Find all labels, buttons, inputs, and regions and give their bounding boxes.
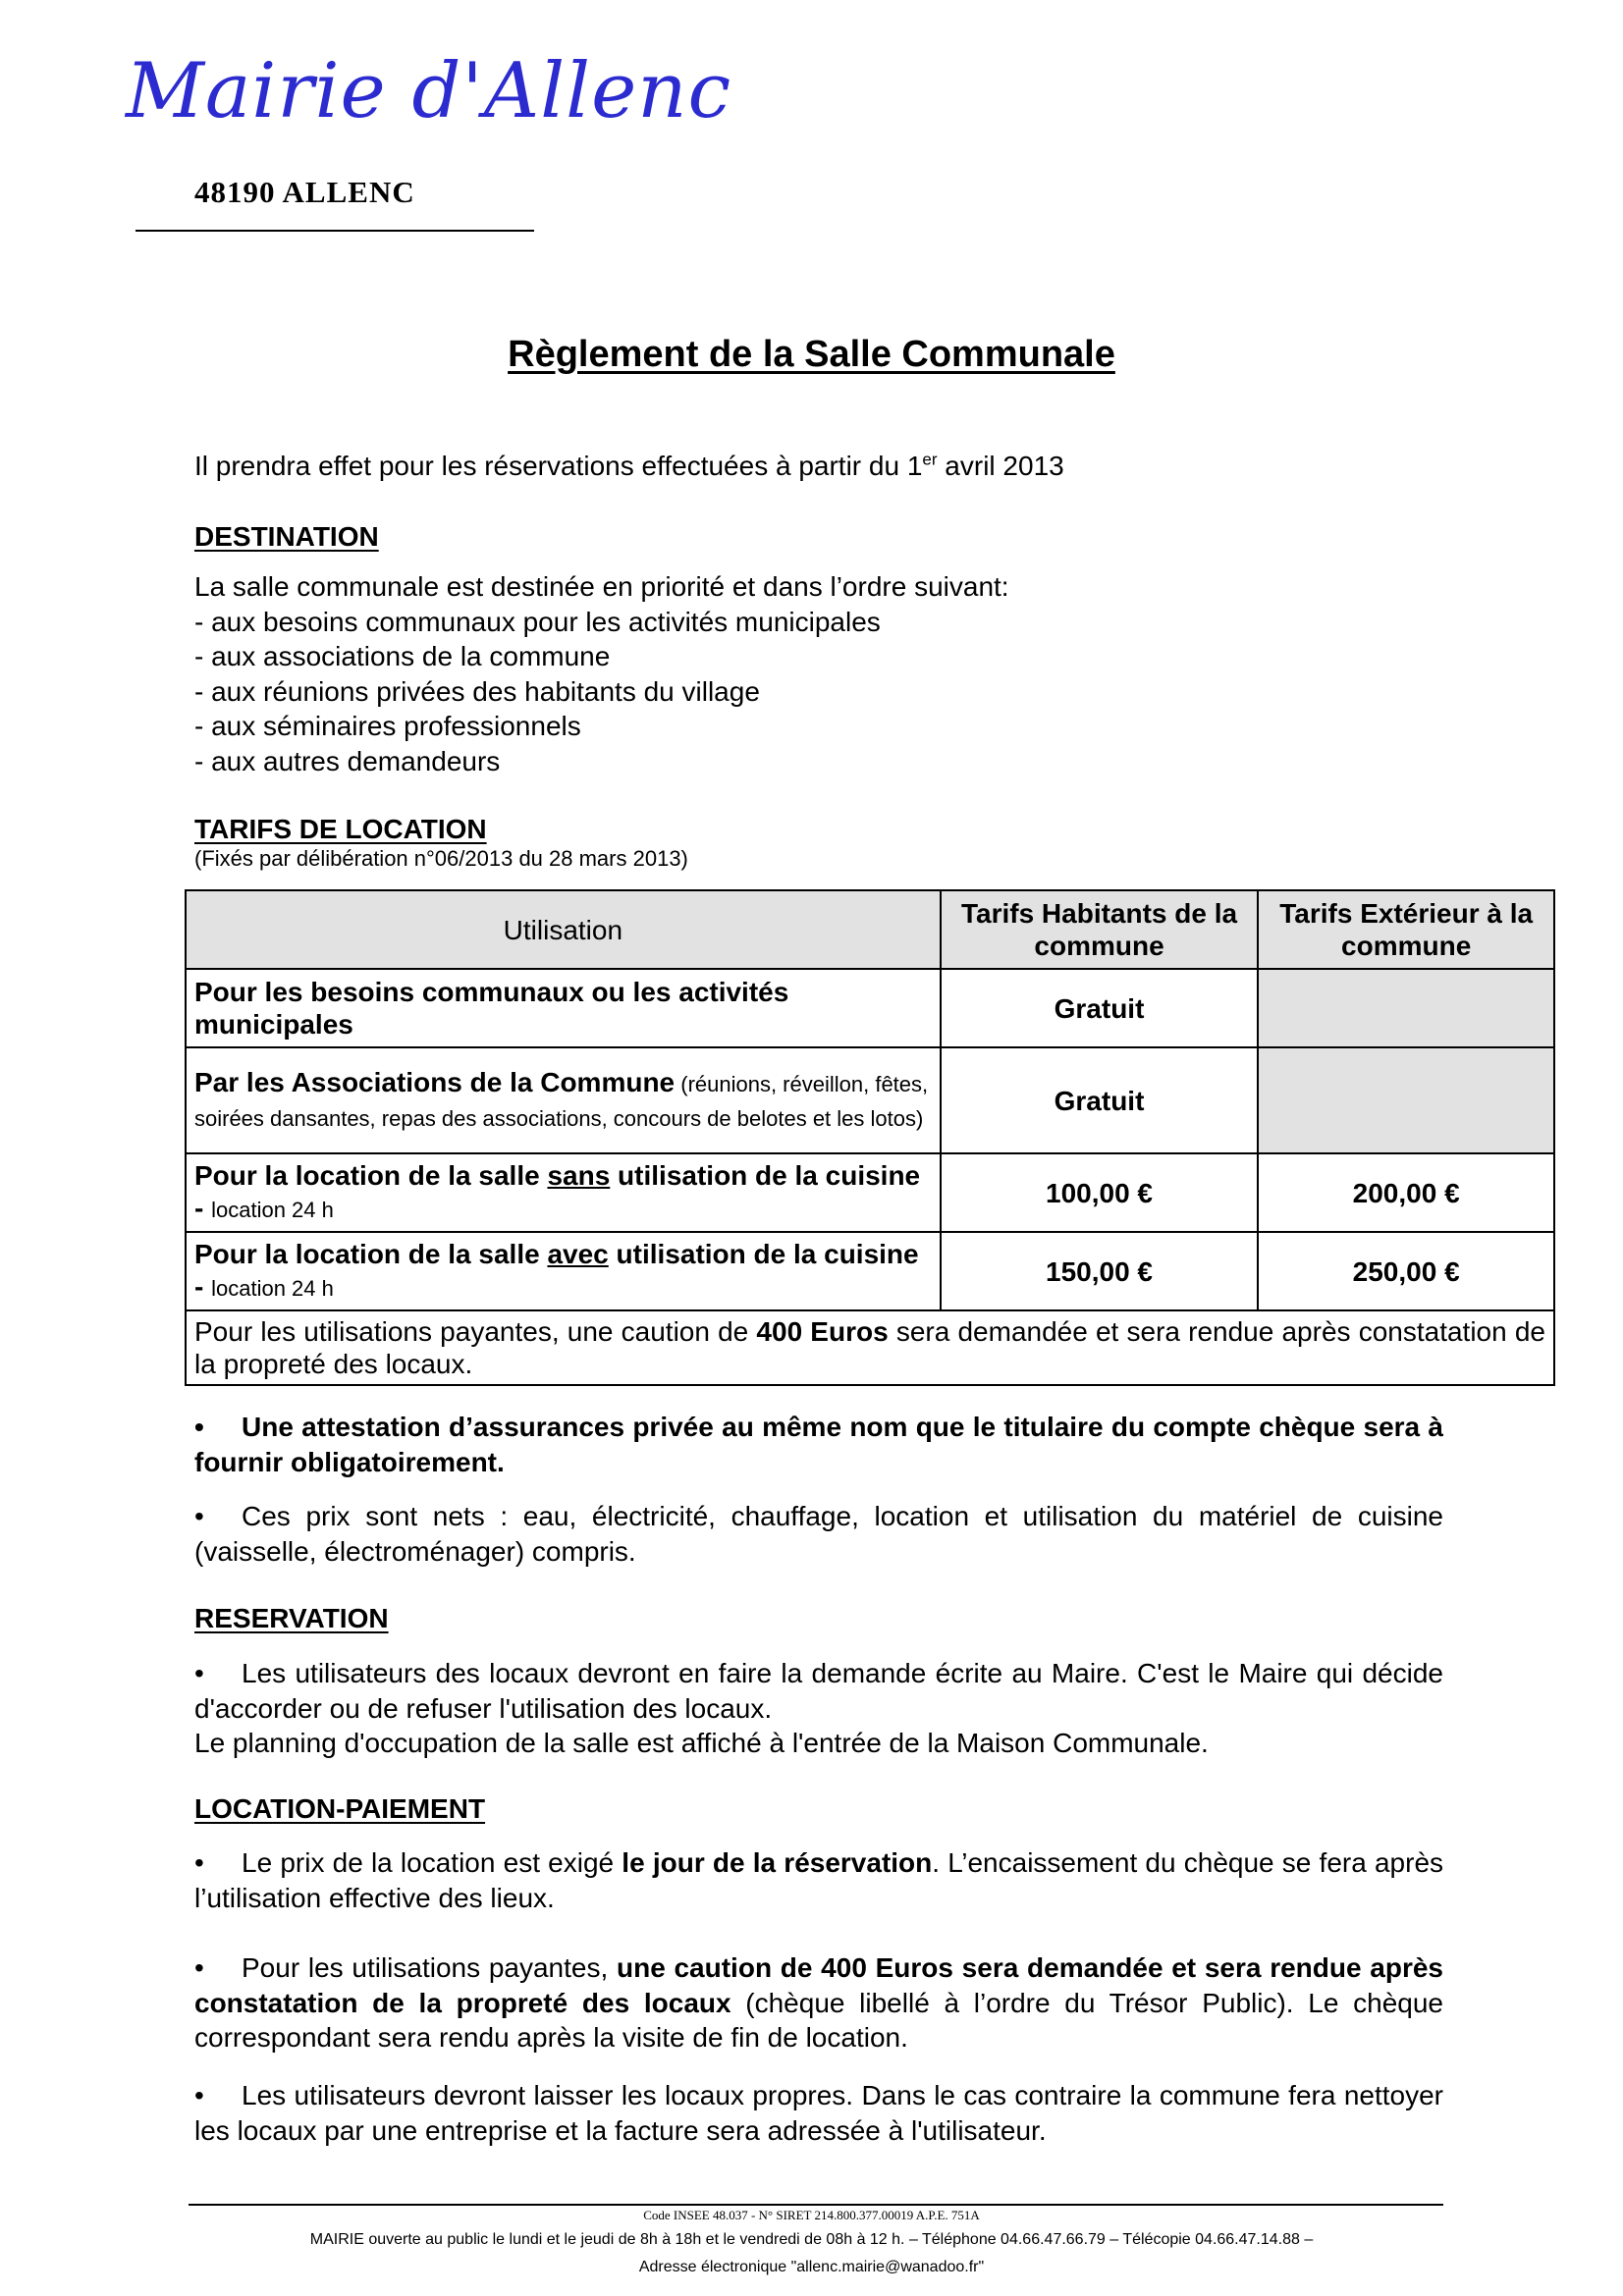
footer-email: Adresse électronique "allenc.mairie@wanadoo.fr" <box>638 2259 985 2275</box>
page-title-text: Règlement de la Salle Communale <box>508 334 1115 375</box>
tarifs-heading: TARIFS DE LOCATION <box>194 814 487 844</box>
header-divider <box>135 230 534 232</box>
paiement-text: Le prix de la location est exigé <box>242 1847 622 1878</box>
paiement-text: (chèque libellé à l’ordre du Trésor Public). Le chèque correspondant sera rendu après la visite de fin de location. <box>194 1987 1443 2053</box>
bullet-icon: • <box>194 1952 204 1983</box>
paiement-text: Pour les utilisations payantes, <box>242 1952 617 1983</box>
caution-text: Pour les utilisations payantes, une caution de <box>194 1316 757 1347</box>
intro-line <box>194 449 1443 484</box>
intro-before: Il prendra effet pour les réservations effectuées à partir du 1 <box>194 451 923 481</box>
row-label <box>186 1232 941 1310</box>
mairie-logo: Mairie d'Allenc <box>126 47 732 135</box>
destination-lead: La salle communale est destinée en priorité et dans l’ordre suivant: <box>194 571 1009 602</box>
destination-item: - aux séminaires professionnels <box>194 711 581 741</box>
table-row <box>186 1047 1554 1153</box>
bullet-icon: • <box>194 1658 204 1688</box>
caution-text: sera demandée et sera rendue après constatation de la propreté des locaux. <box>194 1316 1545 1379</box>
table-row <box>186 969 1554 1047</box>
col-utilisation: Utilisation <box>186 890 941 969</box>
caution-cell <box>186 1310 1554 1385</box>
row-habitants: 150,00 € <box>941 1232 1259 1310</box>
postal-address: 48190 ALLENC <box>194 175 415 209</box>
row-label-part: Pour la location de la salle <box>194 1239 548 1269</box>
paiement-emphasis: le jour de la réservation <box>622 1847 933 1878</box>
paiement-bullet-1 <box>194 1845 1443 1915</box>
reservation-bullet <box>194 1656 1443 1726</box>
row-label: Pour les besoins communaux ou les activités municipales <box>186 969 941 1047</box>
row-label-emphasis: sans <box>547 1160 611 1191</box>
row-label-part: Pour la location de la salle <box>194 1160 548 1191</box>
footer-divider <box>189 2204 1443 2206</box>
table-row <box>186 1153 1554 1232</box>
row-label-small: location 24 h <box>211 1276 334 1301</box>
assurance-text: Une attestation d’assurances privée au même nom que le titulaire du compte chèque sera à fournir obligatoirement. <box>194 1412 1443 1477</box>
intro-sup: er <box>922 450 938 469</box>
reservation-text: Les utilisateurs des locaux devront en faire la demande écrite au Maire. C'est le Maire qui décide d'accorder ou de refuser l'utilisation des locaux. <box>194 1658 1443 1724</box>
row-exterieur-empty <box>1258 969 1554 1047</box>
destination-item: - aux réunions privées des habitants du village <box>194 675 760 707</box>
bullet-icon: • <box>194 1847 204 1878</box>
row-label-emphasis: avec <box>547 1239 609 1269</box>
row-label <box>186 1153 941 1232</box>
prix-text: Ces prix sont nets : eau, électricité, chauffage, location et utilisation du matériel de cuisine (vaisselle, électroménager) compris. <box>194 1501 1443 1567</box>
footer-horaires: MAIRIE ouverte au public le lundi et le jeudi de 8h à 18h et le vendredi de 08h à 12 h. – Téléphone 04.66.47.66.79 – Télécopie 04.66.47.14.88 – <box>309 2231 1314 2248</box>
destination-item: - aux autres demandeurs <box>194 745 501 776</box>
tarifs-note: (Fixés par délibération n°06/2013 du 28 mars 2013) <box>194 846 688 871</box>
bullet-icon: • <box>194 2080 204 2110</box>
paiement-text: . L’encaissement du chèque se fera après l’utilisation effective des lieux. <box>194 1847 1444 1913</box>
table-row <box>186 1232 1554 1310</box>
tarifs-table <box>185 889 1555 1386</box>
paiement-bullet-3 <box>194 2078 1443 2148</box>
row-label-small: location 24 h <box>211 1198 334 1222</box>
col-exterieur: Tarifs Extérieur à la commune <box>1258 890 1554 969</box>
reservation-planning: Le planning d'occupation de la salle est affiché à l'entrée de la Maison Communale. <box>194 1728 1209 1758</box>
footer-codes: Code INSEE 48.037 - N° SIRET 214.800.377.00019 A.P.E. 751A <box>643 2208 980 2222</box>
table-header-row <box>186 890 1554 969</box>
row-label-main: Par les Associations de la Commune <box>194 1067 676 1097</box>
paiement-bullet-2 <box>194 1950 1443 2056</box>
row-label-part: utilisation de la cuisine - <box>194 1160 921 1223</box>
assurance-bullet <box>194 1410 1443 1479</box>
row-exterieur-empty <box>1258 1047 1554 1153</box>
col-habitants: Tarifs Habitants de la commune <box>941 890 1259 969</box>
paiement-emphasis: une caution de 400 Euros sera demandée et sera rendue après constatation de la propreté des locaux <box>194 1952 1443 2018</box>
destination-item: - aux besoins communaux pour les activités municipales <box>194 606 881 637</box>
row-label-part: utilisation de la cuisine - <box>194 1239 919 1302</box>
row-habitants: 100,00 € <box>941 1153 1259 1232</box>
bullet-icon: • <box>194 1412 204 1442</box>
destination-list <box>194 569 1443 778</box>
bullet-icon: • <box>194 1501 204 1531</box>
row-habitants: Gratuit <box>941 1047 1259 1153</box>
row-label <box>186 1047 941 1153</box>
paiement-heading: LOCATION-PAIEMENT <box>194 1793 486 1824</box>
table-caution-row <box>186 1310 1554 1385</box>
row-label-detail: (réunions, réveillon, fêtes, soirées dansantes, repas des associations, concours de belotes et les lotos) <box>194 1072 929 1131</box>
reservation-heading: RESERVATION <box>194 1603 389 1633</box>
row-exterieur: 200,00 € <box>1258 1153 1554 1232</box>
page-title <box>0 334 1623 376</box>
paiement-text: Les utilisateurs devront laisser les locaux propres. Dans le cas contraire la commune fera nettoyer les locaux par une entreprise et la facture sera adressée à l'utilisateur. <box>194 2080 1443 2146</box>
destination-item: - aux associations de la commune <box>194 641 611 671</box>
row-exterieur: 250,00 € <box>1258 1232 1554 1310</box>
caution-amount: 400 Euros <box>756 1316 889 1347</box>
intro-after: avril 2013 <box>937 451 1064 481</box>
prix-bullet <box>194 1499 1443 1569</box>
row-habitants: Gratuit <box>941 969 1259 1047</box>
destination-heading: DESTINATION <box>194 521 379 552</box>
